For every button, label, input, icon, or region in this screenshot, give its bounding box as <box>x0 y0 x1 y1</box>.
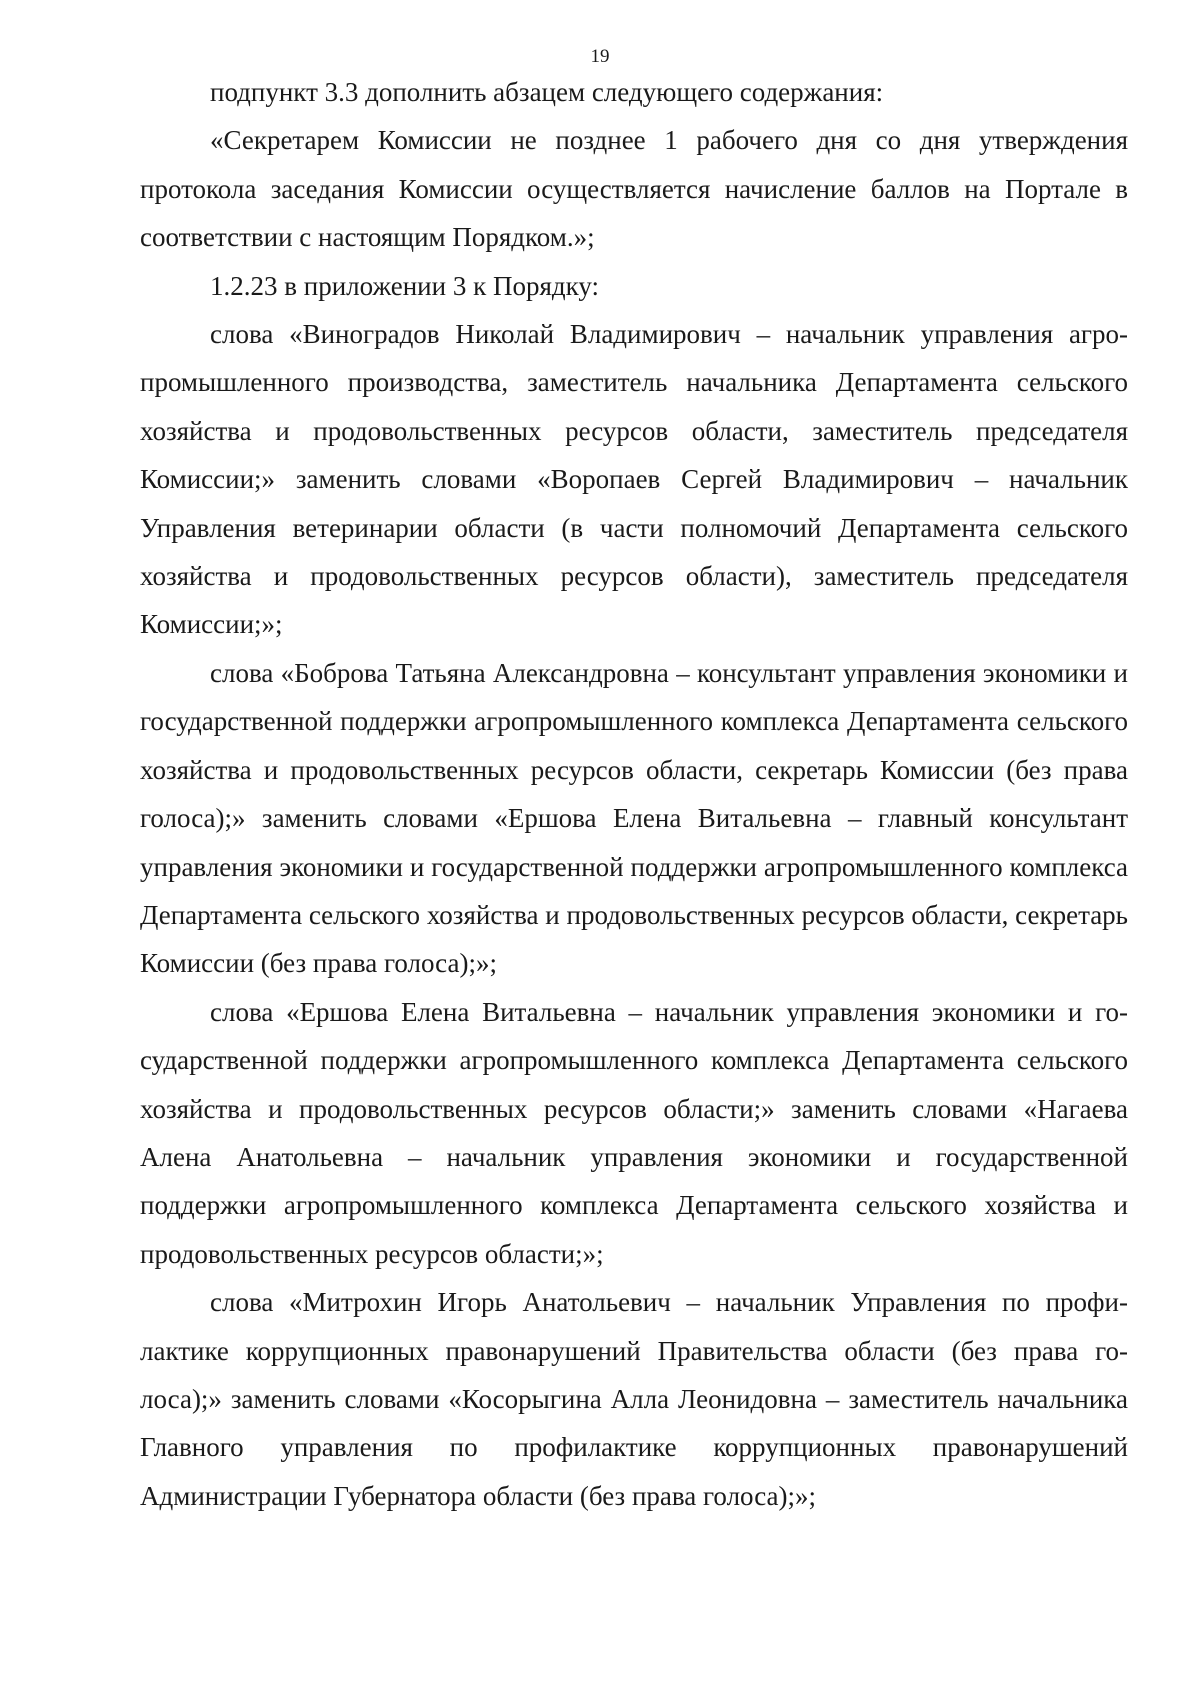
page-number: 19 <box>590 46 610 67</box>
document-body <box>140 68 1128 1520</box>
paragraph-secretary-quote: «Секретарем Комиссии не позднее 1 рабочего дня со дня утверждения протокола заседания Комиссии осуществляется начисление баллов на Портале в соответствии с настоящим Порядком.»; <box>140 125 1128 253</box>
paragraph-ershova-replacement: слова «Ершова Елена Витальевна – начальник управления экономики и государственной поддержки агропромышленного комплекса Департамента сельского хозяйства и продовольственных ресурсов области;» заменить словами «Нагаева Алена Анатольевна – начальник управления экономики и государственной поддержки агропромышленного комплекса Департамента сельского хозяйства и продовольственных ресурсов области;»; <box>140 996 1128 1269</box>
paragraph-mitrokhin-replacement: слова «Митрохин Игорь Анатольевич – начальник Управления по профилактике коррупционных правонарушений Правительства области (без права голоса);» заменить словами «Косорыгина Алла Леонидовна – заместитель начальника Главного управления по профилактике коррупционных правонарушений Администрации Губернатора области (без права голоса);»; <box>140 1287 1128 1511</box>
paragraph-appendix-3: 1.2.23 в приложении 3 к Порядку: <box>210 270 599 301</box>
paragraph-vinogradov-replacement: слова «Виноградов Николай Владимирович – начальник управления агропромышленного производства, заместитель начальника Департамента сельского хозяйства и продовольственных ресурсов области, заместитель председателя Комиссии;» заменить словами «Воропаев Сергей Владимирович – начальник Управления ветеринарии области (в части полномочий Департамента сельского хозяйства и продовольственных ресурсов области), заместитель председателя Комиссии;»; <box>140 319 1128 640</box>
paragraph-subclause-3-3: подпункт 3.3 дополнить абзацем следующего содержания: <box>210 77 884 107</box>
paragraph-bobrova-replacement: слова «Боброва Татьяна Александровна – консультант управления экономики и государственной поддержки агропромышленного комплекса Департамента сельского хозяйства и продовольственных ресурсов области, секретарь Комиссии (без права голоса);» заменить словами «Ершова Елена Витальевна – главный консультант управления экономики и государственной поддержки агропромышленного комплекса Департамента сельского хозяйства и продовольственных ресурсов области, секретарь Комиссии (без права голоса);»; <box>140 657 1128 979</box>
